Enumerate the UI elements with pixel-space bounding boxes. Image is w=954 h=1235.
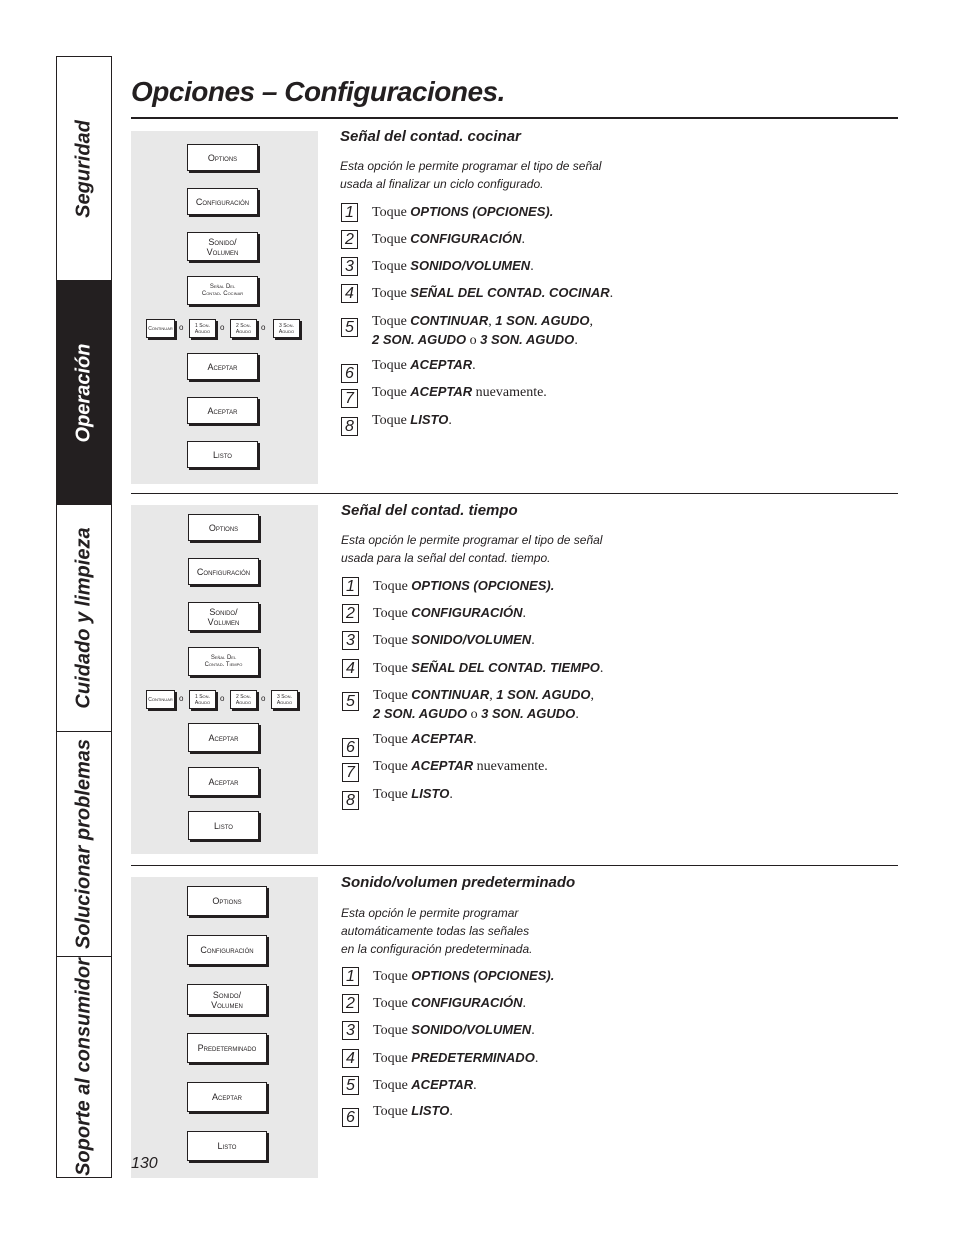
section-title: Sonido/volumen predeterminado (341, 874, 576, 891)
step-text (372, 257, 672, 276)
step-number: 1 (342, 967, 359, 986)
description-line: automáticamente todas las señales (341, 924, 530, 938)
title-rule (131, 117, 898, 119)
step-keyword: SONIDO/VOLUMEN (411, 632, 532, 647)
step-prefix: Toque (373, 688, 412, 703)
aceptar-key[interactable]: Aceptar (188, 767, 259, 796)
step-keyword: ACEPTAR (410, 384, 473, 399)
step-number: 2 (342, 604, 359, 623)
continuar-key[interactable]: Continuar (146, 319, 175, 338)
step-suffix: . (575, 707, 579, 722)
step-prefix: Toque (373, 759, 412, 774)
senal-contad-cocinar-key[interactable] (187, 276, 258, 305)
step-number: 7 (341, 389, 358, 408)
step-keyword: OPTIONS (OPCIONES). (410, 204, 554, 219)
step-prefix: Toque (373, 1023, 412, 1038)
section-title: Señal del contad. tiempo (341, 502, 518, 519)
three-son-agudo-key[interactable]: 3 Son. Agudo (273, 319, 300, 338)
step-prefix: Toque (372, 286, 411, 301)
tab-cuidado-y-limpieza[interactable] (57, 505, 111, 732)
tab-label: Operación (72, 343, 95, 442)
step-prefix: Toque (373, 969, 412, 984)
aceptar-key[interactable]: Aceptar (188, 723, 259, 752)
key-label: Sonido/ (208, 236, 237, 247)
step-text (372, 356, 672, 375)
tab-operacion[interactable] (57, 281, 111, 505)
step-number: 2 (342, 994, 359, 1013)
step-number: 6 (342, 1108, 359, 1127)
step-number: 6 (342, 738, 359, 757)
keypad-panel (131, 505, 318, 854)
sonido-volumen-key[interactable] (188, 602, 259, 631)
step-number: 8 (342, 791, 359, 810)
step-suffix: . (531, 633, 535, 648)
step-suffix: . (530, 259, 534, 274)
description-line: en la configuración predeterminada. (341, 942, 533, 956)
step-text (372, 203, 672, 222)
tab-solucionar-problemas[interactable] (57, 732, 111, 957)
step-suffix: . (574, 333, 578, 348)
step-prefix: Toque (372, 413, 411, 428)
step-separator: , (489, 688, 497, 703)
step-suffix: . (599, 661, 604, 676)
or-text: o (261, 694, 266, 703)
page-title: Opciones – Configuraciones. (131, 76, 505, 107)
step-suffix: . (609, 286, 614, 301)
step-text (373, 1076, 673, 1095)
step-text (373, 757, 673, 776)
step-separator: , (488, 314, 496, 329)
configuracion-key[interactable]: Configuración (188, 558, 259, 585)
step-text (373, 686, 673, 724)
step-number: 5 (342, 1076, 359, 1095)
step-keyword: OPTIONS (OPCIONES). (411, 968, 555, 983)
step-suffix: . (472, 358, 476, 373)
key-label: Señal Del (209, 283, 236, 290)
listo-key[interactable]: Listo (187, 441, 258, 468)
step-separator: o (466, 333, 481, 348)
step-keyword: CONTINUAR (410, 313, 489, 328)
step-prefix: Toque (373, 787, 412, 802)
step-prefix: Toque (373, 661, 412, 676)
step-keyword: LISTO (411, 1103, 450, 1118)
step-suffix: . (534, 1051, 539, 1066)
sonido-volumen-key[interactable] (187, 232, 258, 261)
step-keyword: SEÑAL DEL CONTAD. COCINAR (410, 285, 610, 300)
step-prefix: Toque (372, 205, 411, 220)
step-prefix: Toque (373, 1104, 412, 1119)
step-number: 3 (342, 631, 359, 650)
step-suffix: . (473, 732, 477, 747)
step-keyword: SONIDO/VOLUMEN (411, 1022, 532, 1037)
keypad-panel (131, 877, 318, 1178)
key-label: Contad. Cocinar (201, 290, 244, 297)
section-description (341, 904, 621, 958)
key-label: Volumen (206, 246, 239, 257)
step-prefix: Toque (372, 385, 411, 400)
step-keyword: CONFIGURACIÓN (411, 605, 523, 620)
step-prefix: Toque (373, 633, 412, 648)
or-text: o (179, 323, 184, 332)
step-keyword: LISTO (411, 786, 450, 801)
step-number: 4 (341, 284, 358, 303)
step-suffix: . (449, 787, 453, 802)
section-divider (131, 493, 898, 494)
step-keyword: OPTIONS (OPCIONES). (411, 578, 555, 593)
step-prefix: Toque (373, 1078, 412, 1093)
two-son-agudo-key[interactable]: 2 Son. Agudo (230, 690, 257, 709)
step-keyword: 2 SON. AGUDO (373, 706, 468, 721)
step-text (373, 577, 673, 596)
step-suffix: . (473, 1078, 477, 1093)
step-prefix: Toque (373, 579, 412, 594)
step-number: 1 (341, 203, 358, 222)
tab-label: Seguridad (72, 119, 95, 218)
step-number: 7 (342, 763, 359, 782)
tab-soporte-al-consumidor[interactable] (57, 957, 111, 1177)
key-label: Volumen (211, 999, 243, 1010)
three-son-agudo-key[interactable]: 3 Son. Agudo (271, 690, 298, 709)
options-key[interactable]: Options (187, 144, 258, 171)
section-divider (131, 865, 898, 866)
step-suffix: . (449, 1104, 453, 1119)
step-keyword: SONIDO/VOLUMEN (410, 258, 531, 273)
step-text (373, 1102, 673, 1121)
step-prefix: Toque (372, 232, 411, 247)
step-keyword: 2 SON. AGUDO (372, 332, 467, 347)
tab-label: Solucionar problemas (72, 738, 95, 950)
step-keyword: ACEPTAR (411, 731, 474, 746)
step-keyword: ACEPTAR (411, 758, 474, 773)
step-prefix: Toque (373, 732, 412, 747)
options-key[interactable]: Options (188, 514, 259, 541)
step-suffix: . (521, 232, 526, 247)
step-prefix: Toque (373, 606, 412, 621)
sonido-volumen-key[interactable] (187, 984, 267, 1015)
description-line: usada para la señal del contad. tiempo. (341, 551, 551, 565)
key-label: Contad. Tiempo (204, 661, 243, 668)
step-separator: , (589, 314, 593, 329)
one-son-agudo-key[interactable]: 1 Son. Agudo (189, 690, 216, 709)
step-suffix: . (531, 1023, 535, 1038)
step-text (372, 383, 672, 402)
or-text: o (220, 323, 225, 332)
step-number: 8 (341, 417, 358, 436)
section-title: Señal del contad. cocinar (340, 128, 521, 145)
step-text (372, 411, 672, 430)
step-keyword: 3 SON. AGUDO (481, 706, 576, 721)
step-text (373, 967, 673, 986)
step-prefix: Toque (372, 358, 411, 373)
step-keyword: PREDETERMINADO (411, 1050, 535, 1065)
step-number: 6 (341, 364, 358, 383)
step-keyword: CONTINUAR (411, 687, 490, 702)
step-number: 4 (342, 659, 359, 678)
configuracion-key[interactable]: Configuración (187, 935, 267, 965)
description-line: usada al finalizar un ciclo configurado. (340, 177, 544, 191)
step-prefix: Toque (372, 259, 411, 274)
listo-key[interactable]: Listo (187, 1131, 267, 1161)
two-son-agudo-key[interactable]: 2 Son. Agudo (230, 319, 257, 338)
or-text: o (179, 694, 184, 703)
key-label: Sonido/ (212, 989, 242, 1000)
senal-contad-tiempo-key[interactable] (188, 647, 259, 676)
step-keyword: 1 SON. AGUDO (495, 313, 590, 328)
key-label: Señal Del (210, 654, 237, 661)
step-keyword: 3 SON. AGUDO (480, 332, 575, 347)
step-keyword: 1 SON. AGUDO (496, 687, 591, 702)
aceptar-key[interactable]: Aceptar (187, 1082, 267, 1112)
step-number: 1 (342, 577, 359, 596)
key-label: Sonido/ (209, 606, 238, 617)
step-suffix: . (522, 996, 527, 1011)
keypad-panel (131, 131, 318, 484)
step-text (373, 631, 673, 650)
step-keyword: ACEPTAR (411, 1077, 474, 1092)
one-son-agudo-key[interactable]: 1 Son. Agudo (189, 319, 216, 338)
step-number: 5 (342, 692, 359, 711)
step-keyword: CONFIGURACIÓN (411, 995, 523, 1010)
section-description (340, 157, 620, 193)
step-keyword: LISTO (410, 412, 449, 427)
step-keyword: SEÑAL DEL CONTAD. TIEMPO (411, 660, 600, 675)
step-suffix: nuevamente. (473, 759, 548, 774)
step-number: 3 (341, 257, 358, 276)
step-number: 5 (341, 318, 358, 337)
continuar-key[interactable]: Continuar (146, 690, 175, 709)
description-line: Esta opción le permite programar el tipo de señal (340, 159, 602, 173)
step-text (373, 604, 673, 623)
section-description (341, 531, 621, 567)
step-separator: , (590, 688, 594, 703)
description-line: Esta opción le permite programar el tipo de señal (341, 533, 603, 547)
step-separator: o (467, 707, 482, 722)
step-prefix: Toque (372, 314, 411, 329)
tab-label: Cuidado y limpieza (72, 527, 95, 709)
step-number: 3 (342, 1021, 359, 1040)
tab-label: Soporte al consumidor (72, 958, 95, 1176)
key-label: Volumen (207, 616, 240, 627)
step-text (373, 994, 673, 1013)
description-line: Esta opción le permite programar (341, 906, 519, 920)
step-number: 2 (341, 230, 358, 249)
step-suffix: . (448, 413, 452, 428)
step-text (372, 312, 672, 350)
step-text (373, 659, 673, 678)
predeterminado-key[interactable]: Predeterminado (187, 1033, 267, 1063)
options-key[interactable]: Options (187, 886, 267, 916)
step-number: 4 (342, 1049, 359, 1068)
step-text (372, 230, 672, 249)
step-keyword: ACEPTAR (410, 357, 473, 372)
step-text (372, 284, 672, 303)
configuracion-key[interactable]: Configuración (187, 188, 258, 215)
page-number: 130 (131, 1155, 158, 1172)
aceptar-key[interactable]: Aceptar (187, 397, 258, 424)
step-suffix: nuevamente. (472, 385, 547, 400)
step-keyword: CONFIGURACIÓN (410, 231, 522, 246)
step-text (373, 1021, 673, 1040)
aceptar-key[interactable]: Aceptar (187, 353, 258, 380)
listo-key[interactable]: Listo (188, 811, 259, 840)
side-tab-strip (56, 56, 112, 1178)
or-text: o (261, 323, 266, 332)
step-text (373, 785, 673, 804)
step-text (373, 730, 673, 749)
step-text (373, 1049, 673, 1068)
step-suffix: . (522, 606, 527, 621)
step-prefix: Toque (373, 996, 412, 1011)
step-prefix: Toque (373, 1051, 412, 1066)
tab-seguridad[interactable] (57, 57, 111, 281)
or-text: o (220, 694, 225, 703)
